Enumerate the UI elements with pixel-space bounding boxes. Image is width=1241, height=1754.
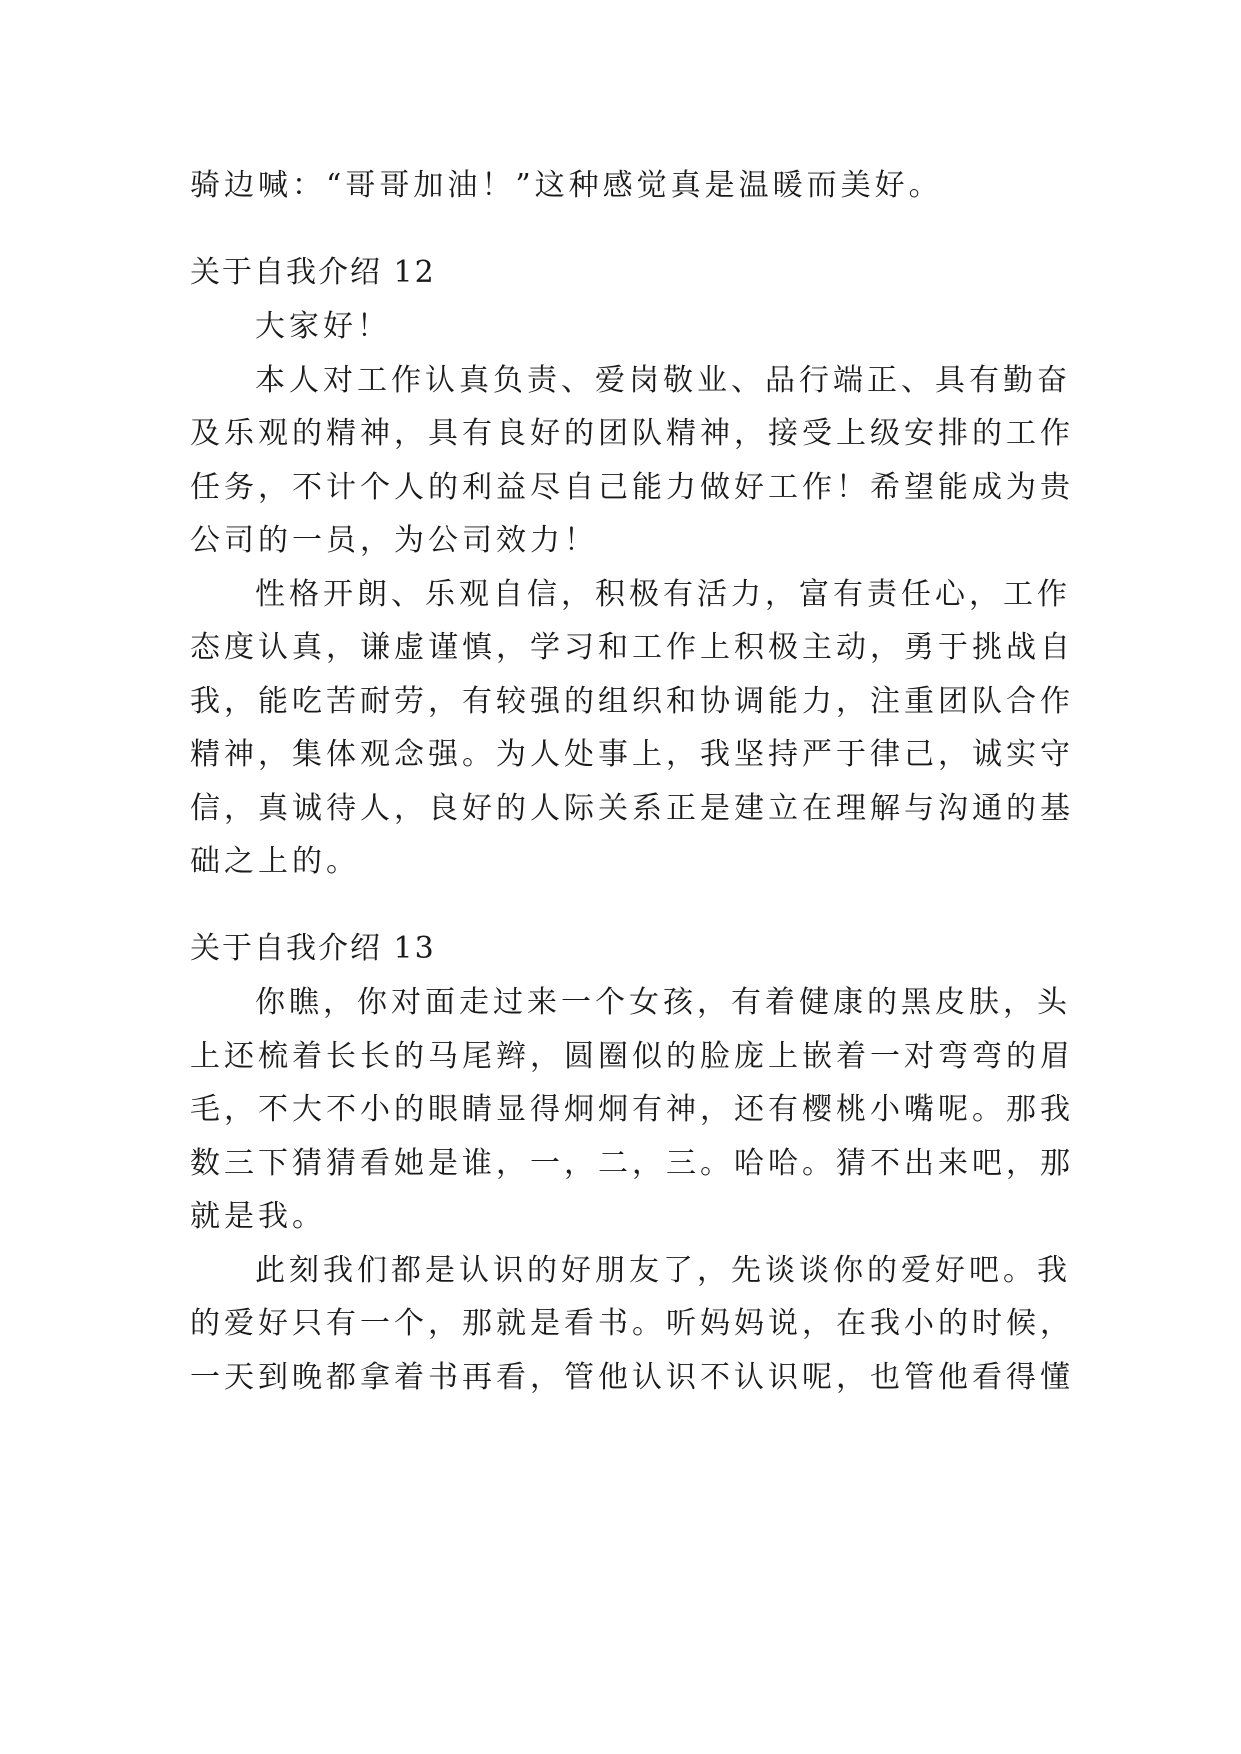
section-12-para-1-line-1: 本人对工作认真负责、爱岗敬业、品行端正、具有勤奋 xyxy=(255,363,1071,398)
section-12-para-2-line-4: 精神，集体观念强。为人处事上，我坚持严于律己，诚实守 xyxy=(190,737,1074,772)
section-12-para-2-line-5: 信，真诚待人，良好的人际关系正是建立在理解与沟通的基 xyxy=(190,791,1074,826)
section-13-para-2-line-2: 的爱好只有一个，那就是看书。听妈妈说，在我小的时候， xyxy=(190,1306,1074,1341)
section-13-para-1-line-4: 数三下猜猜看她是谁，一，二，三。哈哈。猜不出来吧，那 xyxy=(190,1146,1074,1181)
section-12-para-2-line-1: 性格开朗、乐观自信，积极有活力，富有责任心，工作 xyxy=(255,577,1071,612)
continuation-line: 骑边喊：“哥哥加油！”这种感觉真是温暖而美好。 xyxy=(190,168,943,203)
section-13-para-2-line-1: 此刻我们都是认识的好朋友了，先谈谈你的爱好吧。我 xyxy=(255,1253,1071,1288)
section-12-para-1-line-3: 任务，不计个人的利益尽自己能力做好工作！希望能成为贵 xyxy=(190,470,1074,505)
section-13-para-1-line-5: 就是我。 xyxy=(190,1199,326,1234)
section-12-para-1-line-2: 及乐观的精神，具有良好的团队精神，接受上级安排的工作 xyxy=(190,416,1074,451)
section-12-heading: 关于自我介绍 12 xyxy=(190,255,436,290)
section-13-para-1-line-3: 毛，不大不小的眼睛显得炯炯有神，还有樱桃小嘴呢。那我 xyxy=(190,1092,1074,1127)
section-12-greeting: 大家好！ xyxy=(255,309,391,344)
section-12-para-2-line-3: 我，能吃苦耐劳，有较强的组织和协调能力，注重团队合作 xyxy=(190,684,1074,719)
section-13-heading: 关于自我介绍 13 xyxy=(190,931,436,966)
section-13-para-2-line-3: 一天到晚都拿着书再看，管他认识不认识呢，也管他看得懂 xyxy=(190,1360,1074,1395)
section-12-para-2-line-2: 态度认真，谦虚谨慎，学习和工作上积极主动，勇于挑战自 xyxy=(190,630,1074,665)
section-12-para-2-line-6: 础之上的。 xyxy=(190,844,360,879)
section-13-para-1-line-2: 上还梳着长长的马尾辫，圆圈似的脸庞上嵌着一对弯弯的眉 xyxy=(190,1039,1074,1074)
section-13-para-1-line-1: 你瞧，你对面走过来一个女孩，有着健康的黑皮肤，头 xyxy=(255,985,1071,1020)
section-12-para-1-line-4: 公司的一员，为公司效力！ xyxy=(190,523,598,558)
